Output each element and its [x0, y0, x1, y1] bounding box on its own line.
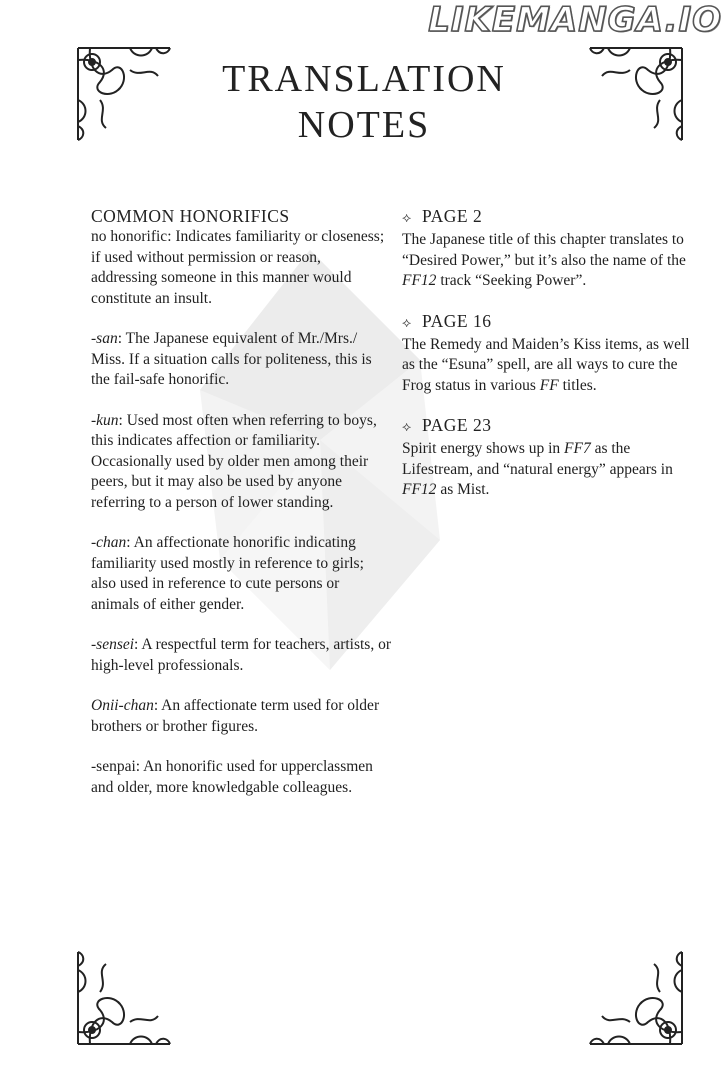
honorific-term: -sensei	[91, 636, 135, 653]
site-watermark: LIKEMANGA.IO	[428, 0, 722, 40]
honorific-text: : An affectionate term used for older brothers or brother figures.	[91, 697, 380, 735]
honorifics-column	[91, 205, 391, 818]
page-title	[0, 56, 728, 148]
honorific-entry	[91, 696, 391, 737]
honorific-text: : An affectionate honorific indicating familiarity used mostly in reference to girls; also used in reference to cute persons or animals of either gender.	[91, 534, 364, 613]
honorific-entry	[91, 411, 391, 514]
title-line-1: TRANSLATION	[222, 58, 506, 100]
honorific-entry	[91, 329, 391, 391]
honorific-term: -chan	[91, 534, 127, 551]
page-note: ⟡ PAGE 16 The Remedy and Maiden’s Kiss items, as well as the “Esuna” spell, are all ways to cure the Frog status in various FF titles.	[402, 310, 690, 394]
ornament-bottom-left	[70, 940, 182, 1052]
diamond-star-icon: ⟡	[402, 211, 412, 226]
honorific-term: -san	[91, 330, 118, 347]
honorific-term: -kun	[91, 411, 119, 429]
page-note-heading: PAGE 2	[422, 206, 483, 226]
honorific-text: : Used most often when referring to boys, this indicates affection or familiarity. Occasionally used by older men among their peers, but it may also be used by anyone referring to a person of lower standing.	[91, 411, 377, 511]
honorific-text: -senpai: An honorific used for upperclassmen and older, more knowledgable colleagues.	[91, 758, 373, 796]
honorifics-heading: COMMON HONORIFICS	[91, 206, 290, 226]
honorific-entry	[91, 635, 391, 676]
ornament-bottom-right	[578, 940, 690, 1052]
page-note-heading: PAGE 23	[422, 415, 492, 435]
diamond-star-icon: ⟡	[402, 420, 412, 435]
honorific-text: no honorific: Indicates familiarity or closeness; if used without permission or reason, addressing someone in this manner would constitute an insult.	[91, 228, 385, 307]
title-line-2: NOTES	[297, 104, 431, 146]
honorific-entry	[91, 533, 391, 615]
page-note: ⟡ PAGE 2 The Japanese title of this chapter translates to “Desired Power,” but it’s also the name of the FF12 track “Seeking Power”.	[402, 206, 686, 289]
diamond-star-icon: ⟡	[402, 315, 412, 331]
honorific-text: : A respectful term for teachers, artists, or high-level professionals.	[91, 636, 392, 674]
honorific-entry	[91, 757, 391, 798]
honorific-text: : The Japanese equivalent of Mr./Mrs./ Miss. If a situation calls for politeness, this is the fail-safe honorific.	[91, 330, 372, 388]
page-notes-column	[402, 205, 702, 519]
page-note: ⟡ PAGE 23 Spirit energy shows up in FF7 as the Lifestream, and “natural energy” appears in FF12 as Mist.	[402, 415, 673, 498]
honorific-term: Onii-chan	[91, 697, 154, 714]
honorific-entry	[91, 227, 391, 309]
page-note-heading: PAGE 16	[422, 310, 492, 331]
